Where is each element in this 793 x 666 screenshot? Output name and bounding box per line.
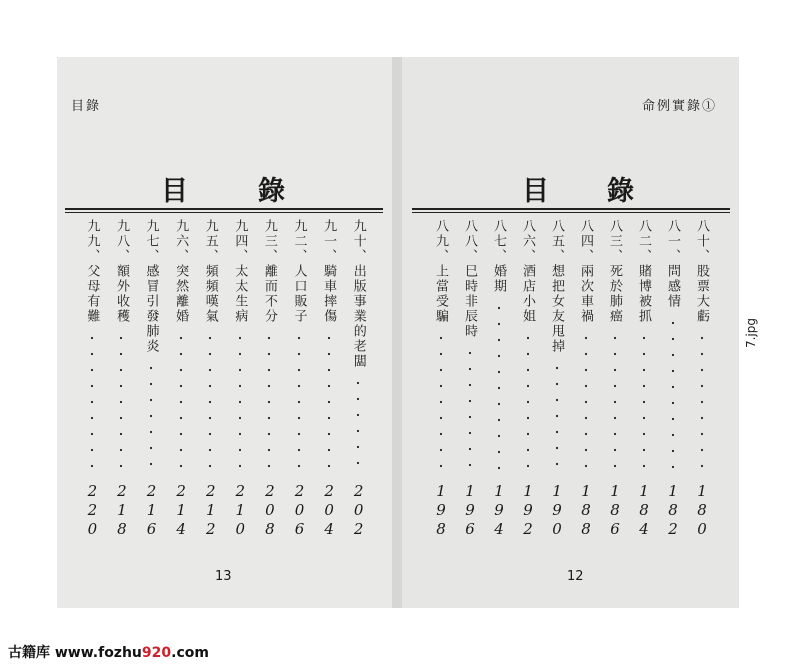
leader-dots	[614, 330, 616, 478]
leader-dots	[527, 330, 529, 478]
left-page-number: 13	[215, 569, 232, 584]
watermark-suffix: .com	[171, 645, 209, 661]
leader-dots	[150, 360, 152, 478]
leader-dots	[298, 330, 300, 478]
toc-entry[interactable]	[658, 219, 687, 539]
entry-label: 九四、太太生病	[232, 219, 248, 324]
leader-dots	[91, 330, 93, 478]
toc-entry[interactable]	[136, 219, 166, 539]
entry-label: 九九、父母有難	[84, 219, 100, 324]
title-char-2: 錄	[258, 176, 285, 207]
entry-label: 八一、問感情	[665, 219, 680, 309]
leader-dots	[120, 330, 122, 478]
leader-dots	[556, 360, 558, 478]
entry-page-number: 194	[490, 482, 508, 539]
toc-entry[interactable]	[107, 219, 137, 539]
entry-page-number: 198	[432, 482, 450, 539]
entry-page-number: 204	[320, 482, 339, 539]
right-running-header: 命例實錄①	[641, 99, 717, 114]
entry-page-number: 184	[635, 482, 653, 539]
title-char-1: 目	[522, 176, 549, 207]
entry-page-number: 206	[290, 482, 309, 539]
left-toc-title	[161, 169, 285, 208]
toc-entry[interactable]	[225, 219, 255, 539]
leader-dots	[328, 330, 330, 478]
entry-label: 九二、人口販子	[291, 219, 307, 324]
leader-dots	[268, 330, 270, 478]
toc-entry[interactable]	[195, 219, 225, 539]
toc-entry[interactable]	[284, 219, 314, 539]
right-toc-title	[522, 169, 634, 208]
entry-label: 九十、出版事業的老闆	[350, 219, 366, 369]
left-toc-entries	[77, 219, 373, 539]
toc-entry[interactable]	[687, 219, 716, 539]
entry-label: 九八、額外收穫	[113, 219, 129, 324]
leader-dots	[672, 315, 674, 478]
title-rule-thin	[412, 212, 730, 213]
entry-page-number: 188	[577, 482, 595, 539]
leader-dots	[643, 330, 645, 478]
toc-entry[interactable]	[314, 219, 344, 539]
entry-page-number: 214	[172, 482, 191, 539]
entry-label: 八十、股票大虧	[694, 219, 709, 324]
entry-page-number: 190	[548, 482, 566, 539]
leader-dots	[357, 375, 359, 478]
left-running-header: 目錄	[71, 99, 102, 114]
entry-label: 八六、酒店小姐	[520, 219, 535, 324]
right-page	[402, 57, 739, 608]
entry-page-number: 212	[201, 482, 220, 539]
entry-label: 九一、騎車摔傷	[321, 219, 337, 324]
entry-page-number: 216	[142, 482, 161, 539]
toc-entry[interactable]	[255, 219, 285, 539]
title-rule	[412, 208, 730, 210]
right-page-number: 12	[567, 569, 584, 584]
toc-entry[interactable]	[77, 219, 107, 539]
book-gutter	[392, 57, 402, 608]
title-char-2: 錄	[607, 176, 634, 207]
entry-label: 八四、兩次車禍	[578, 219, 593, 324]
right-toc-entries	[426, 219, 716, 539]
toc-entry[interactable]	[343, 219, 373, 539]
entry-page-number: 182	[664, 482, 682, 539]
title-char-1: 目	[161, 176, 188, 207]
toc-entry[interactable]	[600, 219, 629, 539]
entry-page-number: 218	[112, 482, 131, 539]
entry-label: 九七、感冒引發肺炎	[143, 219, 159, 354]
toc-entry[interactable]	[542, 219, 571, 539]
entry-page-number: 196	[461, 482, 479, 539]
left-page	[57, 57, 392, 608]
side-filename-label: 7.jpg	[744, 318, 758, 349]
toc-entry[interactable]	[426, 219, 455, 539]
entry-label: 九三、離而不分	[261, 219, 277, 324]
entry-page-number: 202	[349, 482, 368, 539]
leader-dots	[701, 330, 703, 478]
entry-page-number: 186	[606, 482, 624, 539]
leader-dots	[180, 330, 182, 478]
entry-label: 八五、想把女友甩掉	[549, 219, 564, 354]
leader-dots	[469, 345, 471, 478]
leader-dots	[498, 300, 500, 478]
watermark-highlight: 920	[141, 645, 172, 661]
entry-page-number: 192	[519, 482, 537, 539]
leader-dots	[239, 330, 241, 478]
entry-label: 八二、賭博被抓	[636, 219, 651, 324]
entry-label: 八九、上當受騙	[433, 219, 448, 324]
watermark-prefix: 古籍库 www.fozhu	[8, 645, 142, 661]
entry-label: 八八、巳時非辰時	[462, 219, 477, 339]
leader-dots	[440, 330, 442, 478]
toc-entry[interactable]	[166, 219, 196, 539]
entry-page-number: 210	[231, 482, 250, 539]
leader-dots	[209, 330, 211, 478]
entry-page-number: 180	[693, 482, 711, 539]
entry-label: 九五、頻頻嘆氣	[202, 219, 218, 324]
entry-label: 九六、突然離婚	[173, 219, 189, 324]
entry-page-number: 208	[260, 482, 279, 539]
toc-entry[interactable]	[629, 219, 658, 539]
title-rule	[65, 208, 383, 210]
toc-entry[interactable]	[513, 219, 542, 539]
entry-label: 八七、婚期	[491, 219, 506, 294]
entry-label: 八三、死於肺癌	[607, 219, 622, 324]
toc-entry[interactable]	[455, 219, 484, 539]
title-rule-thin	[65, 212, 383, 213]
toc-entry[interactable]	[484, 219, 513, 539]
leader-dots	[585, 330, 587, 478]
site-watermark	[8, 642, 209, 662]
entry-page-number: 220	[83, 482, 102, 539]
toc-entry[interactable]	[571, 219, 600, 539]
